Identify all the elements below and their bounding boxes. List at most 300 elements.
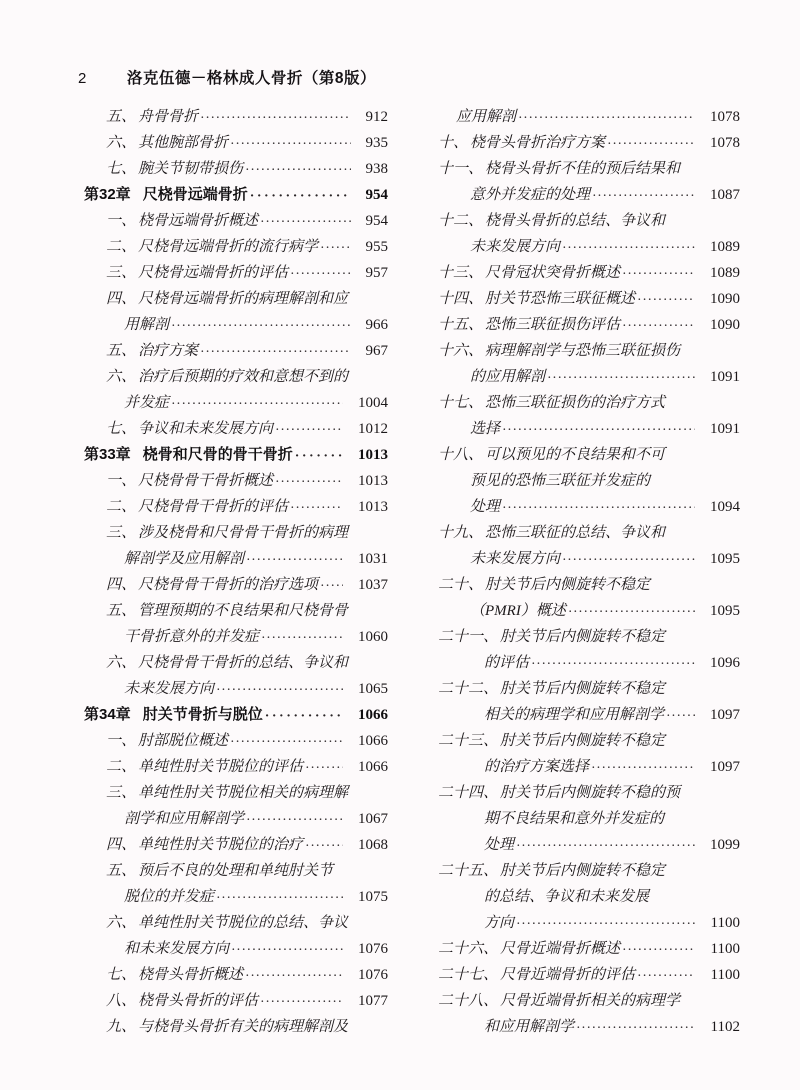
- toc-entry-row[interactable]: [84, 910, 388, 936]
- entry-number: 十八、: [438, 447, 484, 463]
- dot-leader: [216, 678, 343, 693]
- entry-title: 恐怖三联征损伤的治疗方式: [485, 395, 666, 411]
- dot-leader: [651, 886, 703, 901]
- dot-leader: [245, 964, 343, 979]
- toc-chapter-row[interactable]: [84, 442, 388, 468]
- entry-number: 十三、: [438, 265, 484, 281]
- entry-number: 二十七、: [438, 967, 499, 983]
- toc-entry-row[interactable]: [84, 624, 388, 650]
- toc-entry-row[interactable]: [84, 104, 388, 130]
- entry-title: 肘关节后内侧旋转不稳定: [500, 629, 666, 645]
- entry-title: 单纯性肘关节脱位的治疗: [138, 837, 304, 853]
- dot-leader: [200, 340, 351, 355]
- entry-number: 六、: [106, 655, 137, 671]
- toc-entry-row[interactable]: [84, 156, 388, 182]
- entry-number: 十六、: [438, 343, 484, 359]
- dot-leader: [516, 912, 695, 927]
- toc-entry-row[interactable]: [416, 520, 740, 546]
- toc-entry-row[interactable]: [416, 104, 740, 130]
- toc-entry-row[interactable]: [416, 208, 740, 234]
- entry-title: 病理解剖学与恐怖三联征损伤: [485, 343, 681, 359]
- entry-number: 六、: [106, 135, 137, 151]
- toc-entry-row[interactable]: [416, 936, 740, 962]
- entry-number: 一、: [106, 473, 137, 489]
- toc-entry-row[interactable]: [84, 468, 388, 494]
- entry-number: 五、: [106, 603, 137, 619]
- page-number: 1078: [710, 135, 740, 151]
- entry-title: 的总结、争议和未来发展: [484, 889, 650, 905]
- dot-leader: [305, 834, 343, 849]
- toc-entry-row[interactable]: [84, 754, 388, 780]
- toc-entry-row[interactable]: [84, 962, 388, 988]
- dot-leader: [666, 808, 703, 823]
- page-number: 955: [365, 239, 388, 255]
- toc-entry-row[interactable]: [84, 338, 388, 364]
- entry-title: （PMRI）概述: [470, 603, 566, 619]
- entry-title: 相关的病理学和应用解剖学: [484, 707, 665, 723]
- toc-chapter-row[interactable]: [84, 702, 388, 728]
- toc-entry-row[interactable]: [416, 728, 740, 754]
- page-number: 966: [365, 317, 388, 333]
- entry-number: 二十八、: [438, 993, 499, 1009]
- toc-entry-row[interactable]: [416, 130, 740, 156]
- page-number: 1094: [710, 499, 740, 515]
- toc-entry-row[interactable]: [416, 806, 740, 832]
- dot-leader: [518, 106, 695, 121]
- entry-number: 八、: [106, 993, 137, 1009]
- dot-leader: [350, 522, 351, 537]
- dot-leader: [216, 886, 343, 901]
- entry-title: 单纯性肘关节脱位的总结、争议: [138, 915, 349, 931]
- dot-leader: [265, 704, 343, 719]
- toc-entry-row[interactable]: [84, 130, 388, 156]
- dot-leader: [667, 444, 703, 459]
- page-number: 1097: [710, 759, 740, 775]
- entry-number: 七、: [106, 421, 137, 437]
- entry-title: 肘关节后内侧旋转不稳定: [485, 577, 651, 593]
- toc-entry-row[interactable]: [84, 286, 388, 312]
- entry-number: 二十二、: [438, 681, 499, 697]
- toc-entry-row[interactable]: [416, 754, 740, 780]
- page-number: 957: [365, 265, 388, 281]
- entry-number: 三、: [106, 785, 137, 801]
- entry-title: 用解剖: [124, 317, 170, 333]
- page-number: 1068: [358, 837, 388, 853]
- toc-entry-row[interactable]: [416, 182, 740, 208]
- toc-entry-row[interactable]: [84, 676, 388, 702]
- entry-title: 腕关节韧带损伤: [138, 161, 244, 177]
- page-number: 912: [365, 109, 388, 125]
- entry-title: 的评估: [484, 655, 530, 671]
- entry-title: 尺骨近端骨折相关的病理学: [500, 993, 681, 1009]
- entry-title: 肘关节后内侧旋转不稳的预: [500, 785, 681, 801]
- entry-title: 未来发展方向: [124, 681, 215, 697]
- dot-leader: [682, 990, 703, 1005]
- entry-title: 并发症: [124, 395, 170, 411]
- chapter-title: 桡骨和尺骨的骨干骨折: [142, 446, 293, 463]
- dot-leader: [652, 470, 703, 485]
- toc-entry-row[interactable]: [84, 208, 388, 234]
- toc-entry-row[interactable]: [416, 650, 740, 676]
- entry-title: 肘关节恐怖三联征概述: [485, 291, 636, 307]
- dot-leader: [637, 964, 695, 979]
- page-number: 1091: [710, 421, 740, 437]
- page-number: 935: [365, 135, 388, 151]
- dot-leader: [667, 210, 703, 225]
- entry-title: 与桡骨头骨折有关的病理解剖及: [138, 1019, 349, 1035]
- toc-entry-row[interactable]: [84, 364, 388, 390]
- page-number: 1031: [358, 551, 388, 567]
- dot-leader: [275, 418, 343, 433]
- toc-entry-row[interactable]: [416, 832, 740, 858]
- toc-entry-row[interactable]: [84, 598, 388, 624]
- toc-entry-row[interactable]: [416, 858, 740, 884]
- entry-title: 方向: [484, 915, 515, 931]
- toc-entry-row[interactable]: [84, 650, 388, 676]
- dot-leader: [350, 652, 351, 667]
- page-number: 1066: [358, 733, 388, 749]
- toc-entry-row[interactable]: [416, 884, 740, 910]
- toc-entry-row[interactable]: [416, 312, 740, 338]
- dot-leader: [350, 600, 351, 615]
- toc-entry-row[interactable]: [84, 806, 388, 832]
- entry-number: 九、: [106, 1019, 137, 1035]
- page-folio: 2: [78, 70, 87, 87]
- toc-entry-row[interactable]: [416, 624, 740, 650]
- toc-entry-row[interactable]: [84, 936, 388, 962]
- toc-entry-row[interactable]: [416, 416, 740, 442]
- entry-title: 尺桡骨骨干骨折概述: [138, 473, 274, 489]
- entry-number: 四、: [106, 837, 137, 853]
- dot-leader: [622, 314, 695, 329]
- entry-title: 可以预见的不良结果和不可: [485, 447, 666, 463]
- entry-title: 尺骨近端骨折的评估: [500, 967, 636, 983]
- entry-title: 应用解剖: [456, 109, 517, 125]
- entry-number: 一、: [106, 733, 137, 749]
- dot-leader: [230, 730, 343, 745]
- entry-number: 三、: [106, 265, 137, 281]
- dot-leader: [260, 210, 351, 225]
- book-title: 洛克伍德－格林成人骨折（第8版）: [126, 70, 376, 87]
- dot-leader: [350, 366, 351, 381]
- entry-title: 的应用解剖: [470, 369, 546, 385]
- toc-entry-row[interactable]: [416, 286, 740, 312]
- entry-title: 预见的恐怖三联征并发症的: [470, 473, 651, 489]
- dot-leader: [562, 236, 695, 251]
- dot-leader: [592, 184, 695, 199]
- entry-number: 六、: [106, 915, 137, 931]
- toc-entry-row[interactable]: [84, 260, 388, 286]
- toc-entry-row[interactable]: [416, 988, 740, 1014]
- entry-title: 干骨折意外的并发症: [124, 629, 260, 645]
- page-number: 954: [365, 213, 388, 229]
- dot-leader: [200, 106, 351, 121]
- entry-number: 五、: [106, 109, 137, 125]
- page-number: 1066: [358, 759, 388, 775]
- dot-leader: [682, 158, 703, 173]
- dot-leader: [275, 470, 343, 485]
- dot-leader: [682, 782, 703, 797]
- entry-number: 五、: [106, 343, 137, 359]
- toc-entry-row[interactable]: [416, 494, 740, 520]
- page-number: 954: [365, 187, 388, 203]
- entry-title: 期不良结果和意外并发症的: [484, 811, 665, 827]
- dot-leader: [350, 912, 351, 927]
- page-number: 1037: [358, 577, 388, 593]
- entry-title: 治疗方案: [138, 343, 199, 359]
- entry-title: 桡骨头骨折的评估: [138, 993, 259, 1009]
- entry-title: 恐怖三联征的总结、争议和: [485, 525, 666, 541]
- toc-chapter-row[interactable]: [84, 182, 388, 208]
- toc-entry-row[interactable]: [416, 390, 740, 416]
- page-number: 1096: [710, 655, 740, 671]
- entry-number: 二十、: [438, 577, 484, 593]
- entry-title: 治疗后预期的疗效和意想不到的: [138, 369, 349, 385]
- dot-leader: [502, 496, 695, 511]
- dot-leader: [290, 496, 343, 511]
- entry-title: 桡骨头骨折不佳的预后结果和: [485, 161, 681, 177]
- entry-title: 争议和未来发展方向: [138, 421, 274, 437]
- page-number: 1013: [358, 447, 388, 463]
- entry-title: 尺桡骨远端骨折的流行病学: [138, 239, 319, 255]
- entry-title: 尺桡骨骨干骨折的治疗选项: [138, 577, 319, 593]
- toc-entry-row[interactable]: [416, 676, 740, 702]
- dot-leader: [260, 990, 343, 1005]
- entry-title: 桡骨头骨折治疗方案: [470, 135, 606, 151]
- entry-title: 肘关节后内侧旋转不稳定: [500, 863, 666, 879]
- page-number: 1076: [358, 941, 388, 957]
- entry-number: 十九、: [438, 525, 484, 541]
- page-number: 1089: [710, 265, 740, 281]
- dot-leader: [667, 522, 703, 537]
- dot-leader: [516, 834, 695, 849]
- toc-entry-row[interactable]: [416, 910, 740, 936]
- page-number: 1100: [710, 915, 740, 931]
- entry-title: 选择: [470, 421, 501, 437]
- entry-number: 四、: [106, 291, 137, 307]
- entry-title: 单纯性肘关节脱位相关的病理解: [138, 785, 349, 801]
- chapter-number: 第33章: [84, 446, 131, 463]
- toc-columns: [0, 104, 800, 1040]
- dot-leader: [667, 392, 703, 407]
- page-number: 967: [365, 343, 388, 359]
- toc-entry-row[interactable]: [416, 572, 740, 598]
- dot-leader: [682, 340, 703, 355]
- dot-leader: [666, 704, 695, 719]
- page-number: 1076: [358, 967, 388, 983]
- page-number: 1087: [710, 187, 740, 203]
- running-head: [78, 66, 376, 88]
- page-number: 938: [365, 161, 388, 177]
- dot-leader: [246, 548, 343, 563]
- chapter-number: 第32章: [84, 186, 131, 203]
- toc-entry-row[interactable]: [416, 260, 740, 286]
- entry-title: 涉及桡骨和尺骨骨干骨折的病理: [138, 525, 349, 541]
- entry-number: 十五、: [438, 317, 484, 333]
- dot-leader: [562, 548, 695, 563]
- toc-entry-row[interactable]: [416, 364, 740, 390]
- entry-title: 解剖学及应用解剖: [124, 551, 245, 567]
- page-number: 1065: [358, 681, 388, 697]
- entry-title: 尺桡骨骨干骨折的总结、争议和: [138, 655, 349, 671]
- chapter-number: 第34章: [84, 706, 131, 723]
- dot-leader: [350, 288, 351, 303]
- entry-title: 桡骨头骨折的总结、争议和: [485, 213, 666, 229]
- page-number: 1012: [358, 421, 388, 437]
- page-number: 1095: [710, 551, 740, 567]
- toc-entry-row[interactable]: [416, 442, 740, 468]
- entry-number: 七、: [106, 161, 137, 177]
- dot-leader: [667, 678, 703, 693]
- entry-title: 和应用解剖学: [484, 1019, 575, 1035]
- entry-number: 十一、: [438, 161, 484, 177]
- entry-title: 管理预期的不良结果和尺桡骨骨: [138, 603, 349, 619]
- entry-title: 预后不良的处理和单纯肘关节: [138, 863, 334, 879]
- entry-number: 二十三、: [438, 733, 499, 749]
- page-number: 1089: [710, 239, 740, 255]
- toc-entry-row[interactable]: [84, 494, 388, 520]
- page-number: 1099: [710, 837, 740, 853]
- dot-leader: [290, 262, 351, 277]
- dot-leader: [261, 626, 343, 641]
- entry-number: 二十一、: [438, 629, 499, 645]
- dot-leader: [295, 444, 343, 459]
- entry-number: 三、: [106, 525, 137, 541]
- toc-entry-row[interactable]: [84, 1014, 388, 1040]
- toc-column-left: [0, 104, 400, 1040]
- entry-title: 尺骨近端骨折概述: [500, 941, 621, 957]
- toc-entry-row[interactable]: [84, 416, 388, 442]
- dot-leader: [171, 314, 351, 329]
- toc-entry-row[interactable]: [84, 572, 388, 598]
- toc-entry-row[interactable]: [416, 234, 740, 260]
- entry-number: 二十四、: [438, 785, 499, 801]
- toc-entry-row[interactable]: [84, 546, 388, 572]
- entry-number: 二十五、: [438, 863, 499, 879]
- toc-entry-row[interactable]: [84, 858, 388, 884]
- dot-leader: [568, 600, 695, 615]
- entry-title: 尺桡骨远端骨折的评估: [138, 265, 289, 281]
- entry-number: 二、: [106, 239, 137, 255]
- toc-entry-row[interactable]: [416, 1014, 740, 1040]
- page-number: 1090: [710, 317, 740, 333]
- page-number: 1090: [710, 291, 740, 307]
- dot-leader: [547, 366, 695, 381]
- entry-number: 六、: [106, 369, 137, 385]
- entry-title: 舟骨骨折: [138, 109, 199, 125]
- dot-leader: [591, 756, 695, 771]
- entry-title: 尺桡骨远端骨折的病理解剖和应: [138, 291, 349, 307]
- toc-entry-row[interactable]: [84, 234, 388, 260]
- entry-number: 五、: [106, 863, 137, 879]
- entry-number: 二十六、: [438, 941, 499, 957]
- dot-leader: [667, 626, 703, 641]
- toc-entry-row[interactable]: [416, 962, 740, 988]
- dot-leader: [320, 236, 351, 251]
- page-number: 1100: [710, 941, 740, 957]
- chapter-title: 尺桡骨远端骨折: [142, 186, 248, 203]
- dot-leader: [667, 730, 703, 745]
- page-number: 1097: [710, 707, 740, 723]
- dot-leader: [250, 184, 351, 199]
- page-number: 1066: [358, 707, 388, 723]
- toc-entry-row[interactable]: [84, 832, 388, 858]
- toc-entry-row[interactable]: [84, 390, 388, 416]
- toc-entry-row[interactable]: [416, 546, 740, 572]
- page-number: 1004: [358, 395, 388, 411]
- toc-entry-row[interactable]: [416, 598, 740, 624]
- dot-leader: [230, 132, 351, 147]
- toc-entry-row[interactable]: [84, 988, 388, 1014]
- entry-number: 一、: [106, 213, 137, 229]
- entry-title: 处理: [470, 499, 501, 515]
- entry-title: 肘部脱位概述: [138, 733, 229, 749]
- entry-number: 七、: [106, 967, 137, 983]
- entry-number: 四、: [106, 577, 137, 593]
- page-number: 1067: [358, 811, 388, 827]
- entry-title: 桡骨远端骨折概述: [138, 213, 259, 229]
- toc-column-right: [400, 104, 800, 1040]
- toc-entry-row[interactable]: [416, 156, 740, 182]
- dot-leader: [667, 860, 703, 875]
- toc-entry-row[interactable]: [416, 338, 740, 364]
- entry-title: 的治疗方案选择: [484, 759, 590, 775]
- dot-leader: [171, 392, 343, 407]
- entry-number: 二、: [106, 499, 137, 515]
- toc-entry-row[interactable]: [84, 312, 388, 338]
- toc-entry-row[interactable]: [416, 780, 740, 806]
- page-number: 1100: [710, 967, 740, 983]
- page-number: 1078: [710, 109, 740, 125]
- toc-entry-row[interactable]: [416, 468, 740, 494]
- dot-leader: [622, 938, 695, 953]
- dot-leader: [320, 574, 343, 589]
- entry-title: 其他腕部骨折: [138, 135, 229, 151]
- entry-title: 意外并发症的处理: [470, 187, 591, 203]
- entry-title: 尺骨冠状突骨折概述: [485, 265, 621, 281]
- entry-title: 和未来发展方向: [124, 941, 230, 957]
- page-number: 1102: [710, 1019, 740, 1035]
- entry-number: 二、: [106, 759, 137, 775]
- entry-number: 十四、: [438, 291, 484, 307]
- dot-leader: [245, 158, 351, 173]
- dot-leader: [246, 808, 343, 823]
- entry-title: 处理: [484, 837, 515, 853]
- dot-leader: [231, 938, 343, 953]
- toc-entry-row[interactable]: [84, 728, 388, 754]
- page-number: 1095: [710, 603, 740, 619]
- entry-number: 十七、: [438, 395, 484, 411]
- entry-title: 肘关节后内侧旋转不稳定: [500, 733, 666, 749]
- entry-title: 脱位的并发症: [124, 889, 215, 905]
- toc-entry-row[interactable]: [84, 780, 388, 806]
- entry-number: 十二、: [438, 213, 484, 229]
- entry-title: 未来发展方向: [470, 239, 561, 255]
- toc-entry-row[interactable]: [416, 702, 740, 728]
- page-number: 1013: [358, 473, 388, 489]
- page-number: 1013: [358, 499, 388, 515]
- entry-title: 剖学和应用解剖学: [124, 811, 245, 827]
- entry-number: 十、: [438, 135, 469, 151]
- dot-leader: [350, 782, 351, 797]
- dot-leader: [576, 1016, 695, 1031]
- toc-entry-row[interactable]: [84, 884, 388, 910]
- entry-title: 尺桡骨骨干骨折的评估: [138, 499, 289, 515]
- entry-title: 恐怖三联征损伤评估: [485, 317, 621, 333]
- entry-title: 桡骨头骨折概述: [138, 967, 244, 983]
- toc-entry-row[interactable]: [84, 520, 388, 546]
- page-number: 1060: [358, 629, 388, 645]
